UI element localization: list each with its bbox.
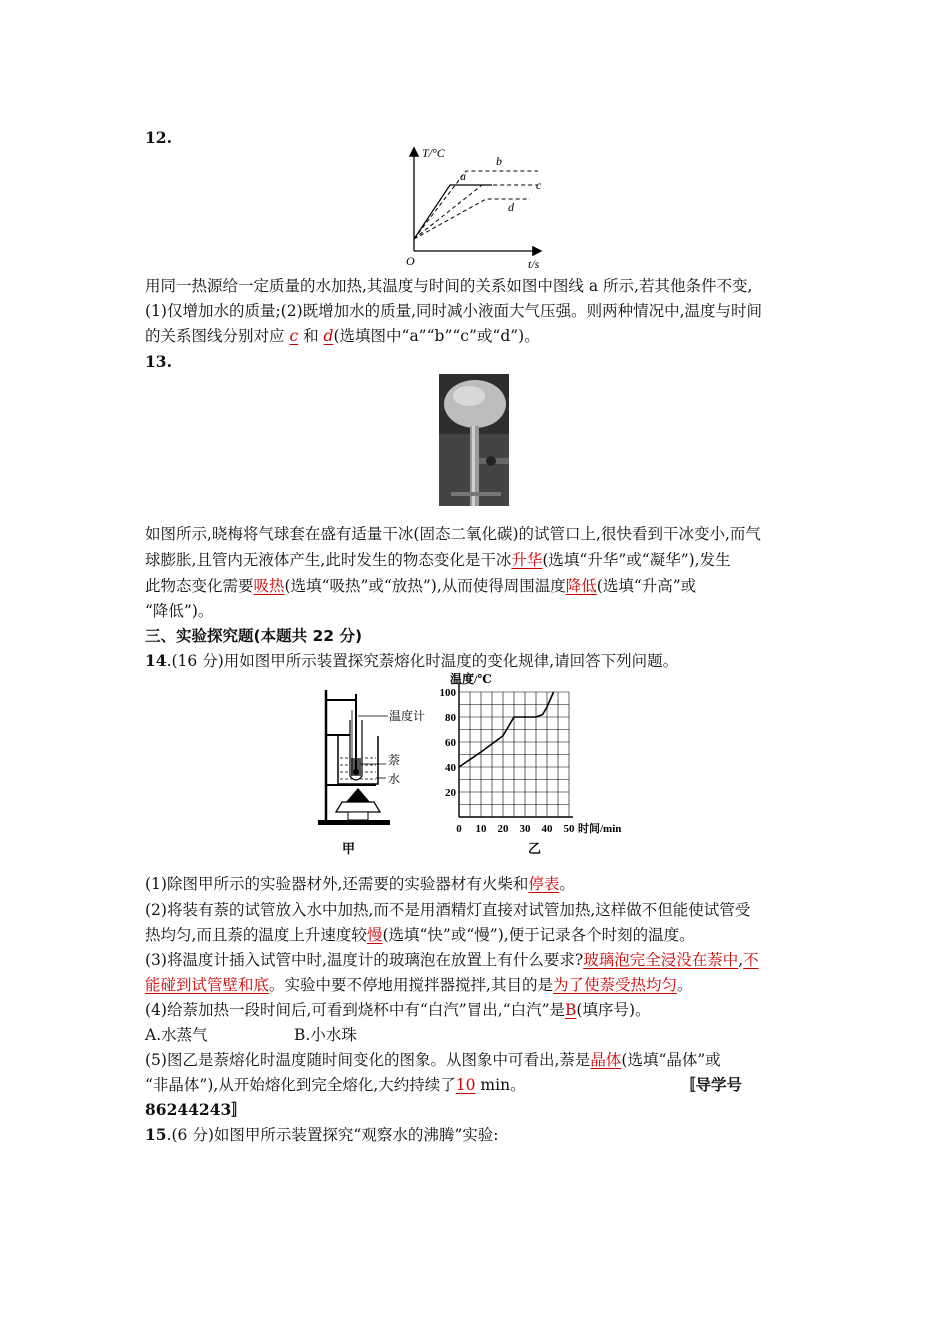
q14-answer-3a: 玻璃泡完全浸没在萘中 bbox=[583, 951, 739, 969]
stand-base bbox=[318, 820, 390, 825]
q14-part3-line2: 能碰到试管壁和底。实验中要不停地用搅拌器搅拌,其目的是为了使萘受热均匀。 bbox=[145, 976, 693, 994]
x-tick-label: 10 bbox=[475, 823, 487, 835]
section-3-title: 三、实验探究题(本题共 22 分) bbox=[145, 627, 363, 645]
q14-answer-4: B bbox=[565, 1001, 577, 1019]
x-tick-label: 40 bbox=[541, 823, 553, 835]
curve-d-label: d bbox=[508, 200, 514, 214]
q14-part5-line1: (5)图乙是萘熔化时温度随时间变化的图象。从图象中可看出,萘是晶体(选填“晶体”或 bbox=[145, 1051, 721, 1069]
origin-label: O bbox=[406, 254, 415, 268]
y-axis-label: T/°C bbox=[422, 146, 445, 160]
flame bbox=[346, 788, 370, 802]
curve-b-label: b bbox=[496, 154, 502, 168]
chart-grid bbox=[459, 692, 569, 817]
q13-answer-2: 吸热 bbox=[253, 577, 285, 595]
q14-part5-line2: “非晶体”),从开始熔化到完全熔化,大约持续了10 min。 bbox=[145, 1076, 526, 1094]
naphthalene-melting-chart bbox=[436, 672, 646, 858]
q14-part1: (1)除图甲所示的实验器材外,还需要的实验器材有火柴和停表。 bbox=[145, 875, 575, 893]
lamp-base bbox=[348, 812, 368, 820]
chart-ticks bbox=[440, 687, 576, 835]
y-tick-label: 60 bbox=[445, 737, 456, 749]
q12-text-line2: (1)仅增加水的质量;(2)既增加水的质量,同时减小液面大气压强。则两种情况中,温度与时间 bbox=[145, 302, 762, 320]
x-tick-label: 50 bbox=[563, 823, 575, 835]
curve-a bbox=[414, 185, 492, 239]
q14-option-b: B.小水珠 bbox=[294, 1026, 357, 1044]
q12-temperature-time-graph bbox=[400, 143, 550, 273]
q14-answer-3b-end: 能碰到试管壁和底 bbox=[145, 976, 270, 994]
q14-part4: (4)给萘加热一段时间后,可看到烧杯中有“白汽”冒出,“白汽”是B(填序号)。 bbox=[145, 1001, 651, 1019]
q14-answer-3b-start: 不 bbox=[743, 951, 759, 969]
q13-text-line4: “降低”)。 bbox=[145, 602, 214, 620]
q12-number: 12. bbox=[145, 128, 172, 147]
apparatus-figure bbox=[312, 680, 432, 858]
x-tick-label: 0 bbox=[456, 823, 462, 835]
q13-answer-1: 升华 bbox=[511, 551, 543, 569]
curve-a-label: a bbox=[460, 169, 466, 183]
q13-text-line1: 如图所示,晓梅将气球套在盛有适量干冰(固态二氧化碳)的试管口上,很快看到干冰变小,而气 bbox=[145, 525, 761, 543]
q12-text-line1: 用同一热源给一定质量的水加热,其温度与时间的关系如图中图线 a 所示,若其他条件不变, bbox=[145, 277, 753, 295]
guide-label: 〚导学号 bbox=[680, 1075, 743, 1094]
y-tick-label: 80 bbox=[445, 712, 456, 724]
q14-option-a: A.水蒸气 bbox=[145, 1026, 208, 1044]
caption-yi: 乙 bbox=[528, 841, 542, 856]
q14-part3-line1: (3)将温度计插入试管中时,温度计的玻璃泡在放置上有什么要求?玻璃泡完全浸没在萘中,不 bbox=[145, 951, 759, 969]
label-water: 水 bbox=[388, 772, 401, 786]
curve-c-label: c bbox=[536, 178, 542, 192]
q14-part2-line2: 热均匀,而且萘的温度上升速度较慢(选填“快”或“慢”),便于记录各个时刻的温度。 bbox=[145, 926, 695, 944]
q13-text-line3: 此物态变化需要吸热(选填“吸热”或“放热”),从而使得周围温度降低(选填“升高”或 bbox=[145, 577, 697, 595]
q14-answer-1: 停表 bbox=[528, 875, 560, 893]
chart-y-label: 温度/℃ bbox=[450, 672, 492, 686]
x-tick-label: 20 bbox=[497, 823, 509, 835]
q14-part2-line1: (2)将装有萘的试管放入水中加热,而不是用酒精灯直接对试管加热,这样做不但能使试管受 bbox=[145, 901, 751, 919]
y-tick-label: 40 bbox=[445, 762, 456, 774]
q12-answer-2: d bbox=[323, 327, 334, 345]
balloon-photo-illustration bbox=[439, 374, 509, 506]
q14-answer-2: 慢 bbox=[366, 926, 383, 944]
q14-answer-3c: 为了使萘受热均匀 bbox=[552, 976, 677, 994]
label-naphthalene: 萘 bbox=[388, 753, 401, 767]
chart-x-label: 时间/min bbox=[578, 823, 622, 835]
q14-intro: 14.(16 分)用如图甲所示装置探究萘熔化时温度的变化规律,请回答下列问题。 bbox=[145, 651, 679, 670]
q13-number: 13. bbox=[145, 352, 172, 371]
q14-answer-5a: 晶体 bbox=[590, 1051, 622, 1069]
x-axis-label: t/s bbox=[528, 257, 540, 271]
label-thermometer: 温度计 bbox=[389, 709, 426, 723]
q13-text-line2: 球膨胀,且管内无液体产生,此时发生的物态变化是干冰升华(选填“升华”或“凝华”),发生 bbox=[145, 551, 731, 569]
y-tick-label: 100 bbox=[439, 687, 456, 699]
caption-jia: 甲 bbox=[342, 841, 356, 856]
balloon-test-tube-photo bbox=[439, 374, 509, 506]
chart-axes bbox=[459, 684, 573, 817]
alcohol-lamp bbox=[336, 802, 380, 812]
y-tick-label: 20 bbox=[445, 787, 456, 799]
q13-answer-3: 降低 bbox=[565, 577, 597, 595]
thermometer-bulb bbox=[353, 769, 359, 775]
x-tick-label: 30 bbox=[519, 823, 531, 835]
q12-text-line3: 的关系图线分别对应 c 和 d(选填图中“a”“b”“c”或“d”)。 bbox=[145, 327, 540, 345]
q14-answer-5b: 10 bbox=[455, 1076, 476, 1094]
q15-intro: 15.(6 分)如图甲所示装置探究“观察水的沸腾”实验: bbox=[145, 1125, 499, 1144]
q12-answer-1: c bbox=[289, 327, 299, 345]
guide-number: 86244243〛 bbox=[145, 1100, 247, 1119]
